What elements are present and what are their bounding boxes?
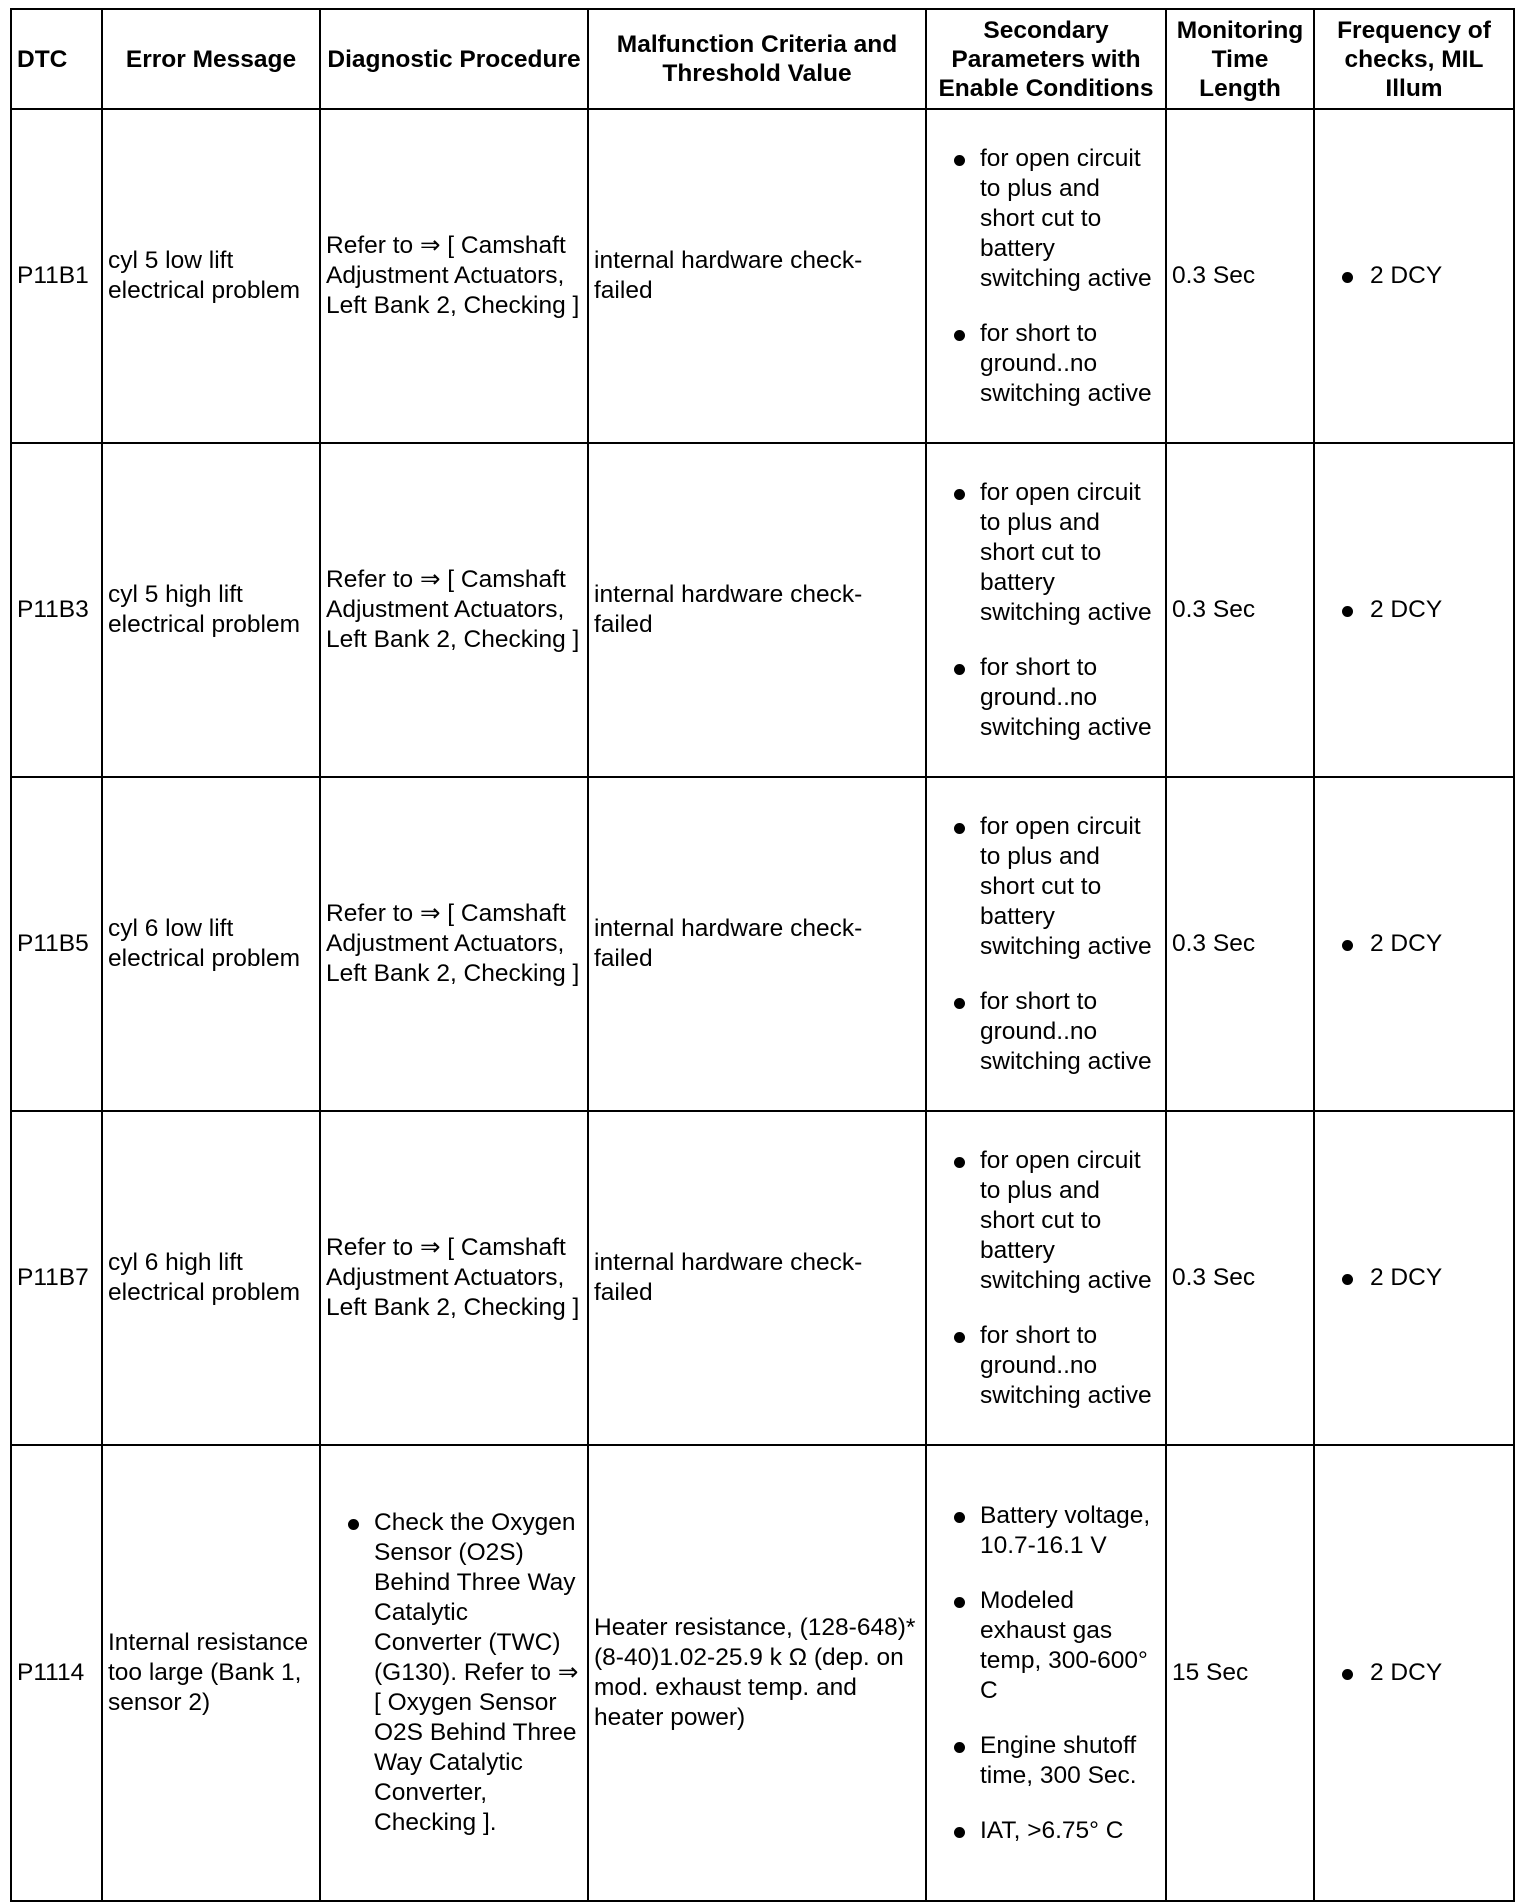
frequency-item: 2 DCY: [1320, 1263, 1508, 1293]
frequency: [1314, 777, 1514, 1111]
dtc-code: P1114: [11, 1445, 102, 1901]
secondary-parameter-item: for short to ground..no switching active: [932, 1321, 1160, 1411]
secondary-parameter-item: for short to ground..no switching active: [932, 987, 1160, 1077]
header-monitoring-time: Monitoring Time Length: [1166, 9, 1314, 109]
header-row: [11, 9, 1514, 109]
diagnostic-procedure: Refer to ⇒ [ Camshaft Adjustment Actuators, Left Bank 2, Checking ]: [320, 109, 588, 443]
error-message: Internal resistance too large (Bank 1, sensor 2): [102, 1445, 320, 1901]
secondary-parameter-item: IAT, >6.75° C: [932, 1816, 1160, 1846]
dtc-code: P11B3: [11, 443, 102, 777]
diagnostic-procedure: [320, 1445, 588, 1901]
frequency-item: 2 DCY: [1320, 595, 1508, 625]
table-row: [11, 443, 1514, 777]
frequency-item: 2 DCY: [1320, 929, 1508, 959]
table-row: [11, 1111, 1514, 1445]
header-diagnostic-procedure: Diagnostic Procedure: [320, 9, 588, 109]
malfunction-criteria: internal hardware check-failed: [588, 109, 926, 443]
table-row: [11, 1445, 1514, 1901]
secondary-parameter-item: for short to ground..no switching active: [932, 653, 1160, 743]
secondary-parameter-item: for open circuit to plus and short cut to battery switching active: [932, 1146, 1160, 1296]
header-malfunction-criteria: Malfunction Criteria and Threshold Value: [588, 9, 926, 109]
error-message: cyl 5 low lift electrical problem: [102, 109, 320, 443]
error-message: cyl 5 high lift electrical problem: [102, 443, 320, 777]
secondary-parameter-item: for short to ground..no switching active: [932, 319, 1160, 409]
frequency: [1314, 1445, 1514, 1901]
frequency-item: 2 DCY: [1320, 1658, 1508, 1688]
frequency: [1314, 1111, 1514, 1445]
table-row: [11, 777, 1514, 1111]
error-message: cyl 6 high lift electrical problem: [102, 1111, 320, 1445]
secondary-parameter-item: Battery voltage, 10.7-16.1 V: [932, 1501, 1160, 1561]
diagnostic-procedure-item: Check the Oxygen Sensor (O2S) Behind Three Way Catalytic Converter (TWC) (G130). Refer to ⇒ [ Oxygen Sensor O2S Behind Three Way Catalytic Converter, Checking ].: [326, 1508, 582, 1838]
header-frequency: Frequency of checks, MIL Illum: [1314, 9, 1514, 109]
dtc-code: P11B7: [11, 1111, 102, 1445]
secondary-parameters: [926, 443, 1166, 777]
monitoring-time: 0.3 Sec: [1166, 777, 1314, 1111]
dtc-code: P11B1: [11, 109, 102, 443]
secondary-parameter-item: for open circuit to plus and short cut to battery switching active: [932, 144, 1160, 294]
malfunction-criteria: internal hardware check-failed: [588, 777, 926, 1111]
dtc-code: P11B5: [11, 777, 102, 1111]
monitoring-time: 0.3 Sec: [1166, 443, 1314, 777]
malfunction-criteria: internal hardware check-failed: [588, 443, 926, 777]
monitoring-time: 0.3 Sec: [1166, 109, 1314, 443]
secondary-parameter-item: for open circuit to plus and short cut to battery switching active: [932, 478, 1160, 628]
secondary-parameters: [926, 1445, 1166, 1901]
secondary-parameters: [926, 777, 1166, 1111]
header-secondary-parameters: Secondary Parameters with Enable Conditions: [926, 9, 1166, 109]
secondary-parameters: [926, 109, 1166, 443]
malfunction-criteria: internal hardware check-failed: [588, 1111, 926, 1445]
header-dtc: DTC: [11, 9, 102, 109]
table-row: [11, 109, 1514, 443]
secondary-parameter-item: Engine shutoff time, 300 Sec.: [932, 1731, 1160, 1791]
malfunction-criteria: Heater resistance, (128-648)*(8-40)1.02-25.9 k Ω (dep. on mod. exhaust temp. and heater power): [588, 1445, 926, 1901]
diagnostic-procedure: Refer to ⇒ [ Camshaft Adjustment Actuators, Left Bank 2, Checking ]: [320, 443, 588, 777]
frequency-item: 2 DCY: [1320, 261, 1508, 291]
diagnostic-procedure: Refer to ⇒ [ Camshaft Adjustment Actuators, Left Bank 2, Checking ]: [320, 1111, 588, 1445]
monitoring-time: 15 Sec: [1166, 1445, 1314, 1901]
frequency: [1314, 109, 1514, 443]
diagnostic-procedure: Refer to ⇒ [ Camshaft Adjustment Actuators, Left Bank 2, Checking ]: [320, 777, 588, 1111]
secondary-parameter-item: Modeled exhaust gas temp, 300-600° C: [932, 1586, 1160, 1706]
monitoring-time: 0.3 Sec: [1166, 1111, 1314, 1445]
secondary-parameter-item: for open circuit to plus and short cut to battery switching active: [932, 812, 1160, 962]
secondary-parameters: [926, 1111, 1166, 1445]
frequency: [1314, 443, 1514, 777]
error-message: cyl 6 low lift electrical problem: [102, 777, 320, 1111]
header-error-message: Error Message: [102, 9, 320, 109]
dtc-table: [10, 8, 1515, 1902]
